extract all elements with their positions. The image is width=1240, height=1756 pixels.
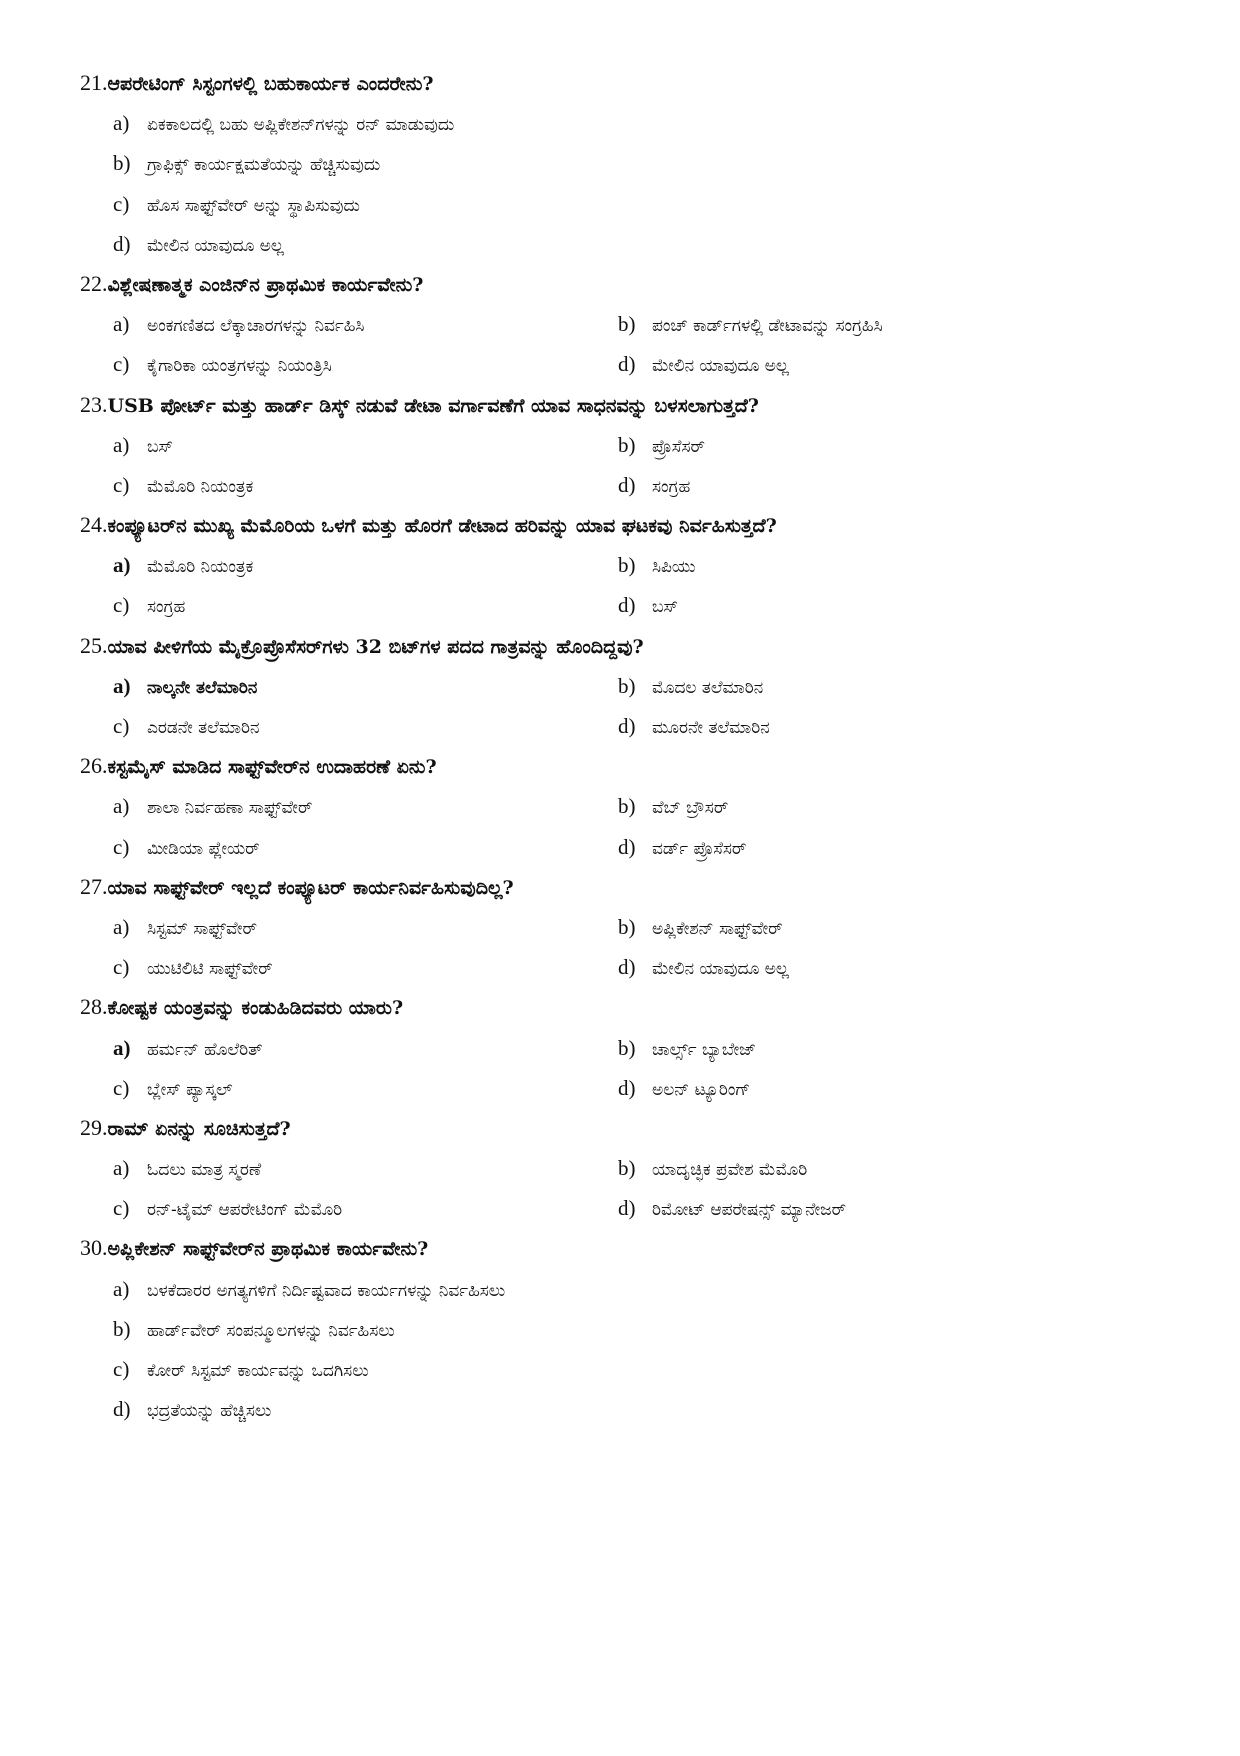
option-label: d) bbox=[618, 352, 636, 377]
question-text: ಆಪರೇಟಿಂಗ್ ಸಿಸ್ಟಂಗಳಲ್ಲಿ ಬಹುಕಾರ್ಯಕ ಎಂದರೇನು? bbox=[107, 73, 434, 95]
option-d bbox=[113, 224, 284, 266]
option-row bbox=[80, 184, 1080, 224]
option-text: ನಾಲ್ಕನೇ ತಲೆಮಾರಿನ bbox=[147, 677, 258, 698]
option-label: d) bbox=[113, 231, 131, 256]
option-text: ವೆಬ್ ಬ್ರೌಸರ್ bbox=[652, 798, 729, 819]
option-a bbox=[113, 103, 454, 145]
option-row bbox=[80, 827, 1080, 867]
option-a bbox=[113, 304, 364, 346]
option-row bbox=[80, 1148, 1080, 1188]
option-label: d) bbox=[618, 593, 636, 618]
option-text: ಶಾಲಾ ನಿರ್ವಹಣಾ ಸಾಫ್ಟ್‌ವೇರ್ bbox=[147, 798, 313, 819]
option-label: c) bbox=[113, 1075, 130, 1100]
option-d bbox=[618, 827, 746, 869]
option-d bbox=[618, 1188, 846, 1230]
option-text: ಓದಲು ಮಾತ್ರ ಸ್ಮರಣೆ bbox=[147, 1160, 262, 1181]
option-text: ಬಸ್ bbox=[652, 597, 679, 618]
question-number: 21. bbox=[80, 70, 108, 95]
option-label: d) bbox=[113, 1397, 131, 1422]
option-text: ಗ್ರಾಫಿಕ್ಸ್ ಕಾರ್ಯಕ್ಷಮತೆಯನ್ನು ಹೆಚ್ಚಿಸುವುದು bbox=[147, 155, 381, 176]
option-label: b) bbox=[618, 432, 636, 457]
option-a bbox=[113, 425, 173, 467]
option-c bbox=[113, 1188, 342, 1230]
question-number: 24. bbox=[80, 512, 108, 538]
option-text: ಮೇಲಿನ ಯಾವುದೂ ಅಲ್ಲ bbox=[652, 959, 789, 980]
question-number: 25. bbox=[80, 632, 108, 658]
option-text: ಬಸ್ bbox=[147, 436, 174, 457]
option-text: ಮೊದಲ ತಲೆಮಾರಿನ bbox=[652, 677, 764, 698]
option-d bbox=[618, 706, 770, 748]
question-26 bbox=[80, 746, 1080, 786]
question-text: ಕಸ್ಟಮೈಸ್ ಮಾಡಿದ ಸಾಫ್ಟ್‌ವೇರ್‌ನ ಉದಾಹರಣೆ ಏನು? bbox=[107, 756, 437, 779]
option-c bbox=[113, 1068, 233, 1110]
option-text: ಅಪ್ಲಿಕೇಶನ್ ಸಾಫ್ಟ್‌ವೇರ್ bbox=[652, 918, 783, 939]
option-label: c) bbox=[113, 593, 130, 618]
question-28 bbox=[80, 987, 1080, 1027]
question-30 bbox=[80, 1228, 1080, 1268]
option-a bbox=[113, 907, 257, 949]
question-number: 23. bbox=[80, 391, 108, 417]
option-d bbox=[618, 947, 789, 989]
option-label: b) bbox=[618, 553, 636, 578]
option-b bbox=[618, 786, 728, 828]
option-text: ಮೇಲಿನ ಯಾವುದೂ ಅಲ್ಲ bbox=[652, 356, 789, 377]
option-label: a) bbox=[113, 1156, 130, 1181]
option-text: ಹರ್ಮನ್ ಹೊಲೆರಿತ್ bbox=[147, 1039, 263, 1060]
option-text: ಕೋರ್ ಸಿಸ್ಟಮ್ ಕಾರ್ಯವನ್ನು ಒದಗಿಸಲು bbox=[147, 1361, 369, 1381]
option-row bbox=[80, 103, 1080, 143]
question-25 bbox=[80, 626, 1080, 666]
option-label: c) bbox=[113, 834, 130, 859]
option-text: ಸಿಸ್ಟಮ್ ಸಾಫ್ಟ್‌ವೇರ್ bbox=[147, 918, 258, 939]
option-row bbox=[80, 304, 1080, 344]
option-a bbox=[113, 1148, 261, 1190]
question-22 bbox=[80, 264, 1080, 304]
option-label: c) bbox=[113, 352, 130, 377]
question-21 bbox=[80, 63, 1080, 103]
option-text: ಸಂಗ್ರಹ bbox=[147, 597, 186, 618]
option-row bbox=[80, 1269, 1080, 1309]
option-text: ಮೆಮೊರಿ ನಿಯಂತ್ರಕ bbox=[147, 557, 254, 578]
question-text: ಯಾವ ಪೀಳಿಗೆಯ ಮೈಕ್ರೊಪ್ರೊಸೆಸರ್‌ಗಳು 32 ಬಿಟ್‌ಗಳ ಪದದ ಗಾತ್ರವನ್ನು ಹೊಂದಿದ್ದವು? bbox=[107, 635, 644, 658]
option-label: b) bbox=[618, 673, 636, 698]
option-c bbox=[113, 585, 185, 627]
option-text: ಚಾರ್ಲ್ಸ್ ಬ್ಯಾಬೇಜ್ bbox=[652, 1039, 757, 1060]
option-label: c) bbox=[113, 955, 130, 980]
option-text: ಅಂಕಗಣಿತದ ಲೆಕ್ಕಾಚಾರಗಳನ್ನು ನಿರ್ವಹಿಸಿ bbox=[147, 316, 365, 337]
option-text: ಪಂಚ್ ಕಾರ್ಡ್‌ಗಳಲ್ಲಿ ಡೇಟಾವನ್ನು ಸಂಗ್ರಹಿಸಿ bbox=[652, 316, 883, 337]
option-c bbox=[113, 827, 260, 869]
option-text: ರನ್-ಟೈಮ್ ಆಪರೇಟಿಂಗ್ ಮೆಮೊರಿ bbox=[147, 1200, 343, 1221]
option-c bbox=[113, 1349, 369, 1391]
question-text: USB ಪೋರ್ಟ್ ಮತ್ತು ಹಾರ್ಡ್ ಡಿಸ್ಕ್ ನಡುವೆ ಡೇಟಾ ವರ್ಗಾವಣೆಗೆ ಯಾವ ಸಾಧನವನ್ನು ಬಳಸಲಾಗುತ್ತದೆ? bbox=[107, 394, 759, 417]
option-b bbox=[618, 1148, 807, 1190]
option-b bbox=[618, 304, 883, 346]
question-sheet bbox=[80, 63, 1080, 1429]
option-text: ಮೇಲಿನ ಯಾವುದೂ ಅಲ್ಲ bbox=[147, 235, 284, 256]
option-text: ಯುಟಿಲಿಟಿ ಸಾಫ್ಟ್‌ವೇರ್ bbox=[147, 959, 273, 980]
option-label: a) bbox=[113, 111, 130, 136]
option-a bbox=[113, 545, 253, 587]
question-number: 29. bbox=[80, 1114, 108, 1140]
option-row bbox=[80, 666, 1080, 706]
option-text: ಮೂರನೇ ತಲೆಮಾರಿನ bbox=[652, 718, 770, 738]
option-row bbox=[80, 1309, 1080, 1349]
option-c bbox=[113, 947, 273, 989]
option-label: d) bbox=[618, 714, 636, 738]
question-number: 28. bbox=[80, 994, 108, 1020]
option-text: ಮೀಡಿಯಾ ಪ್ಲೇಯರ್ bbox=[147, 838, 260, 859]
option-label: b) bbox=[618, 1035, 636, 1060]
question-23 bbox=[80, 385, 1080, 425]
option-row bbox=[80, 1349, 1080, 1389]
option-label: d) bbox=[618, 955, 636, 980]
option-row bbox=[80, 706, 1080, 746]
option-text: ಏಕಕಾಲದಲ್ಲಿ ಬಹು ಅಪ್ಲಿಕೇಶನ್‌ಗಳನ್ನು ರನ್ ಮಾಡುವುದು bbox=[147, 115, 455, 136]
option-label: c) bbox=[113, 191, 130, 216]
question-text: ವಿಶ್ಲೇಷಣಾತ್ಮಕ ಎಂಜಿನ್‌ನ ಪ್ರಾಥಮಿಕ ಕಾರ್ಯವೇನು? bbox=[107, 273, 424, 296]
option-d bbox=[618, 465, 690, 507]
option-c bbox=[113, 184, 360, 226]
option-label: b) bbox=[618, 1156, 636, 1181]
option-text: ಸಿಪಿಯು bbox=[652, 557, 696, 578]
option-label: c) bbox=[113, 714, 130, 738]
question-number: 26. bbox=[80, 753, 108, 779]
option-row bbox=[80, 1389, 1080, 1429]
option-b bbox=[618, 1028, 756, 1070]
option-label: c) bbox=[113, 472, 130, 497]
option-text: ಯಾದೃಚ್ಛಿಕ ಪ್ರವೇಶ ಮೆಮೊರಿ bbox=[652, 1160, 808, 1181]
option-text: ಮೆಮೊರಿ ನಿಯಂತ್ರಕ bbox=[147, 476, 254, 497]
option-text: ಭದ್ರತೆಯನ್ನು ಹೆಚ್ಚಿಸಲು bbox=[147, 1401, 272, 1422]
option-row bbox=[80, 143, 1080, 183]
option-label: d) bbox=[618, 834, 636, 859]
option-text: ಅಲನ್ ಟ್ಯೂರಿಂಗ್ bbox=[652, 1079, 751, 1100]
option-label: c) bbox=[113, 1357, 130, 1381]
option-row bbox=[80, 1068, 1080, 1108]
option-row bbox=[80, 465, 1080, 505]
option-label: a) bbox=[113, 1276, 130, 1301]
option-d bbox=[618, 585, 678, 627]
option-a bbox=[113, 1028, 263, 1070]
option-b bbox=[113, 1309, 395, 1351]
option-text: ಬ್ಲೇಸ್ ಪ್ಯಾಸ್ಕಲ್ bbox=[147, 1079, 233, 1100]
option-row bbox=[80, 545, 1080, 585]
option-text: ಬಳಕೆದಾರರ ಅಗತ್ಯಗಳಿಗೆ ನಿರ್ದಿಷ್ಟವಾದ ಕಾರ್ಯಗಳನ್ನು ನಿರ್ವಹಿಸಲು bbox=[147, 1280, 506, 1301]
option-text: ಪ್ರೊಸೆಸರ್ bbox=[652, 436, 705, 457]
option-d bbox=[618, 344, 789, 386]
question-number: 22. bbox=[80, 270, 108, 296]
option-label: b) bbox=[618, 312, 636, 337]
option-text: ಸಂಗ್ರಹ bbox=[652, 476, 691, 497]
option-row bbox=[80, 786, 1080, 826]
option-label: a) bbox=[113, 914, 130, 939]
option-label: d) bbox=[618, 1196, 636, 1221]
option-text: ಕೈಗಾರಿಕಾ ಯಂತ್ರಗಳನ್ನು ನಿಯಂತ್ರಿಸಿ bbox=[147, 356, 332, 377]
option-row bbox=[80, 907, 1080, 947]
question-number: 30. bbox=[80, 1235, 108, 1261]
option-label: d) bbox=[618, 472, 636, 497]
option-c bbox=[113, 706, 259, 748]
option-label: a) bbox=[113, 553, 131, 578]
option-b bbox=[113, 143, 380, 185]
option-label: b) bbox=[618, 794, 636, 819]
question-text: ಕಂಪ್ಯೂಟರ್‌ನ ಮುಖ್ಯ ಮೆಮೊರಿಯ ಒಳಗೆ ಮತ್ತು ಹೊರಗೆ ಡೇಟಾದ ಹರಿವನ್ನು ಯಾವ ಘಟಕವು ನಿರ್ವಹಿಸುತ್ತದೆ? bbox=[107, 515, 777, 538]
option-c bbox=[113, 465, 253, 507]
question-number: 27. bbox=[80, 873, 108, 899]
option-row bbox=[80, 585, 1080, 625]
question-24 bbox=[80, 505, 1080, 545]
question-text: ಯಾವ ಸಾಫ್ಟ್‌ವೇರ್ ಇಲ್ಲದೆ ಕಂಪ್ಯೂಟರ್ ಕಾರ್ಯನಿರ್ವಹಿಸುವುದಿಲ್ಲ? bbox=[107, 876, 514, 899]
option-label: a) bbox=[113, 794, 130, 819]
option-a bbox=[113, 1269, 505, 1311]
option-a bbox=[113, 786, 312, 828]
option-label: c) bbox=[113, 1196, 130, 1221]
option-row bbox=[80, 344, 1080, 384]
question-text: ರಾಮ್ ಏನನ್ನು ಸೂಚಿಸುತ್ತದೆ? bbox=[107, 1117, 291, 1140]
option-b bbox=[618, 425, 705, 467]
option-label: a) bbox=[113, 1035, 131, 1060]
option-label: a) bbox=[113, 312, 130, 337]
option-row bbox=[80, 947, 1080, 987]
option-row bbox=[80, 224, 1080, 264]
option-a bbox=[113, 666, 257, 708]
option-b bbox=[618, 545, 696, 587]
option-label: b) bbox=[113, 1316, 131, 1341]
option-label: a) bbox=[113, 673, 131, 698]
option-label: b) bbox=[113, 151, 131, 176]
option-label: a) bbox=[113, 432, 130, 457]
option-text: ಎರಡನೇ ತಲೆಮಾರಿನ bbox=[147, 718, 260, 738]
option-b bbox=[618, 907, 783, 949]
option-d bbox=[113, 1389, 271, 1431]
question-text: ಅಪ್ಲಿಕೇಶನ್ ಸಾಫ್ಟ್‌ವೇರ್‌ನ ಪ್ರಾಥಮಿಕ ಕಾರ್ಯವೇನು? bbox=[107, 1238, 429, 1261]
option-c bbox=[113, 344, 332, 386]
option-label: b) bbox=[618, 914, 636, 939]
option-text: ವರ್ಡ್ ಪ್ರೊಸೆಸರ್ bbox=[652, 838, 747, 859]
question-text: ಕೋಷ್ಟಕ ಯಂತ್ರವನ್ನು ಕಂಡುಹಿಡಿದವರು ಯಾರು? bbox=[107, 997, 404, 1020]
option-d bbox=[618, 1068, 750, 1110]
option-text: ಹಾರ್ಡ್‌ವೇರ್ ಸಂಪನ್ಮೂಲಗಳನ್ನು ನಿರ್ವಹಿಸಲು bbox=[147, 1320, 395, 1341]
option-row bbox=[80, 1028, 1080, 1068]
question-27 bbox=[80, 867, 1080, 907]
question-29 bbox=[80, 1108, 1080, 1148]
option-row bbox=[80, 425, 1080, 465]
option-b bbox=[618, 666, 763, 708]
option-text: ರಿಮೋಟ್ ಆಪರೇಷನ್ಸ್ ಮ್ಯಾನೇಜರ್ bbox=[652, 1200, 847, 1221]
option-row bbox=[80, 1188, 1080, 1228]
option-text: ಹೊಸ ಸಾಫ್ಟ್‌ವೇರ್ ಅನ್ನು ಸ್ಥಾಪಿಸುವುದು bbox=[147, 195, 360, 216]
option-label: d) bbox=[618, 1075, 636, 1100]
